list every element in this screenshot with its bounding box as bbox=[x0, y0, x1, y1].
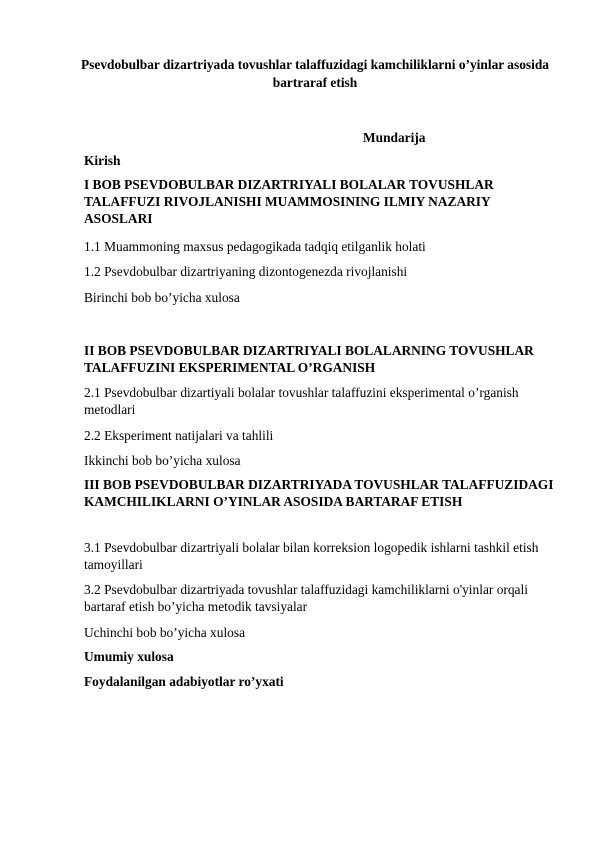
toc-item-section-1-1: 1.1 Muammoning maxsus pedagogikada tadqiq etilganlik holati bbox=[84, 239, 426, 254]
toc-item-section-2-2: 2.2 Eksperiment natijalari va tahlili bbox=[84, 428, 274, 443]
toc-item-introduction: Kirish bbox=[84, 153, 121, 168]
toc-heading: Mundarija bbox=[363, 130, 426, 145]
toc-item-section-2-1: 2.1 Psevdobulbar dizartiyali bolalar tovushlar talaffuzini eksperimental o’rganish metodlari bbox=[84, 385, 519, 417]
toc-item-chapter-3-summary: Uchinchi bob bo’yicha xulosa bbox=[84, 625, 246, 640]
toc-item-references: Foydalanilgan adabiyotlar ro’yxati bbox=[84, 674, 284, 689]
toc-item-chapter-2-summary: Ikkinchi bob bo’yicha xulosa bbox=[84, 453, 241, 468]
toc-item-section-3-2: 3.2 Psevdobulbar dizartriyada tovushlar talaffuzidagi kamchiliklarni o'yinlar orqali bartaraf etish bo’yicha metodik tavsiyalar bbox=[84, 582, 528, 614]
toc-item-section-3-1: 3.1 Psevdobulbar dizartriyali bolalar bilan korreksion logopedik ishlarni tashkil etish tamoyillari bbox=[84, 540, 539, 572]
toc-item-chapter-2: II BOB PSEVDOBULBAR DIZARTRIYALI BOLALARNING TOVUSHLAR TALAFFUZINI EKSPERIMENTAL O’RGANISH bbox=[84, 343, 534, 375]
toc-item-general-conclusion: Umumiy xulosa bbox=[84, 649, 174, 664]
toc-item-chapter-1: I BOB PSEVDOBULBAR DIZARTRIYALI BOLALAR TOVUSHLAR TALAFFUZI RIVOJLANISHI MUAMMOSINING ILMIY NAZARIY ASOSLARI bbox=[84, 177, 494, 226]
toc-item-chapter-1-summary: Birinchi bob bo’yicha xulosa bbox=[84, 290, 240, 305]
document-title: Psevdobulbar dizartriyada tovushlar talaffuzidagi kamchiliklarni o’yinlar asosida bartraraf etish bbox=[81, 57, 549, 90]
toc-item-chapter-3: III BOB PSEVDOBULBAR DIZARTRIYADA TOVUSHLAR TALAFFUZIDAGI KAMCHILIKLARNI O’YINLAR ASOSIDA BARTARAF ETISH bbox=[84, 477, 554, 509]
toc-item-section-1-2: 1.2 Psevdobulbar dizartriyaning dizontogenezda rivojlanishi bbox=[84, 264, 408, 279]
